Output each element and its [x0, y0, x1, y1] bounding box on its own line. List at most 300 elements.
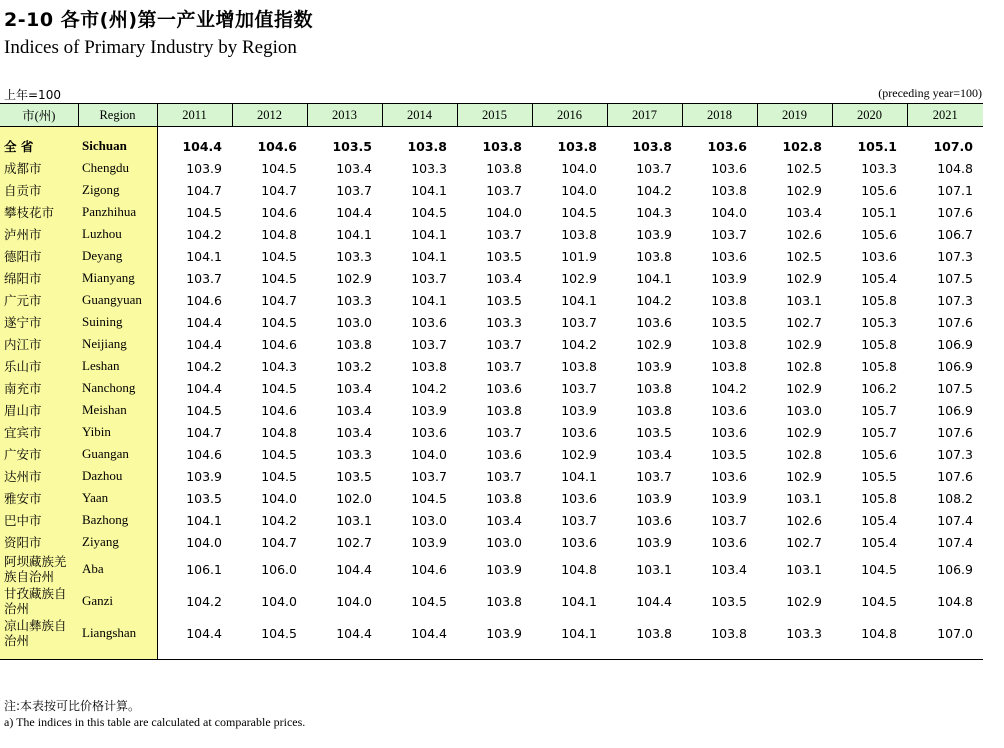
index-value: 107.0: [933, 138, 973, 154]
index-value: 104.8: [261, 424, 297, 440]
index-value: 104.1: [561, 292, 597, 308]
index-value: 103.4: [711, 561, 747, 577]
index-value: 103.4: [336, 380, 372, 396]
region-name-en: Meishan: [78, 399, 157, 421]
index-value: 104.2: [711, 380, 747, 396]
index-value: 103.9: [486, 561, 522, 577]
index-value: 105.4: [861, 270, 897, 286]
table-row: [0, 311, 983, 333]
table-row: [0, 487, 983, 509]
table-row: [0, 355, 983, 377]
region-name-en: Mianyang: [78, 267, 157, 289]
header-region-cn: 市(州): [0, 104, 78, 127]
region-name-cn: 南充市: [0, 377, 78, 399]
unit-label-en: (preceding year=100): [878, 86, 982, 100]
index-value: 103.6: [711, 424, 747, 440]
index-value: 108.2: [937, 490, 973, 506]
index-value: 102.9: [786, 336, 822, 352]
table-row: [0, 585, 983, 617]
header-year: 2021: [907, 104, 983, 127]
index-value: 107.0: [937, 625, 973, 641]
index-value: 103.5: [332, 138, 372, 154]
index-value: 103.6: [561, 534, 597, 550]
header-year: 2013: [307, 104, 382, 127]
index-value: 103.0: [786, 402, 822, 418]
index-value: 104.6: [411, 561, 447, 577]
index-value: 103.8: [407, 138, 447, 154]
table-row: [0, 531, 983, 553]
table-row: [0, 267, 983, 289]
index-value: 102.9: [786, 468, 822, 484]
region-name-en: Nanchong: [78, 377, 157, 399]
index-value: 103.5: [486, 248, 522, 264]
index-value: 107.4: [937, 512, 973, 528]
index-value: 103.9: [636, 534, 672, 550]
index-value: 101.9: [561, 248, 597, 264]
index-value: 104.4: [186, 336, 222, 352]
index-value: 104.7: [261, 182, 297, 198]
page-title-en: Indices of Primary Industry by Region: [4, 37, 297, 58]
region-name-en: Ganzi: [78, 585, 157, 617]
header-year: 2016: [532, 104, 607, 127]
index-value: 103.8: [636, 248, 672, 264]
index-value: 107.6: [937, 468, 973, 484]
index-value: 104.0: [411, 446, 447, 462]
index-value: 103.6: [411, 314, 447, 330]
index-value: 103.7: [561, 380, 597, 396]
table-row: [0, 509, 983, 531]
header-year: 2018: [682, 104, 757, 127]
index-value: 103.7: [486, 182, 522, 198]
index-value: 103.1: [786, 561, 822, 577]
index-value: 105.4: [861, 534, 897, 550]
index-value: 103.8: [411, 358, 447, 374]
index-value: 106.7: [937, 226, 973, 242]
index-value: 104.2: [636, 182, 672, 198]
index-value: 103.8: [486, 490, 522, 506]
region-name-en: Zigong: [78, 179, 157, 201]
index-value: 105.1: [861, 204, 897, 220]
index-value: 103.9: [486, 625, 522, 641]
index-value: 105.1: [857, 138, 897, 154]
index-value: 103.1: [786, 292, 822, 308]
header-year: 2015: [457, 104, 532, 127]
region-name-cn: 广安市: [0, 443, 78, 465]
index-value: 103.8: [636, 625, 672, 641]
index-value: 104.1: [186, 248, 222, 264]
index-value: 104.0: [486, 204, 522, 220]
index-value: 104.1: [411, 226, 447, 242]
index-value: 104.5: [261, 446, 297, 462]
index-value: 104.0: [561, 160, 597, 176]
index-value: 103.5: [186, 490, 222, 506]
table-row: [0, 135, 983, 157]
region-name-en: Suining: [78, 311, 157, 333]
header-year: 2017: [607, 104, 682, 127]
index-value: 102.5: [786, 248, 822, 264]
index-value: 106.1: [186, 561, 222, 577]
index-value: 105.8: [861, 336, 897, 352]
index-value: 104.8: [261, 226, 297, 242]
index-value: 104.5: [261, 468, 297, 484]
index-value: 103.7: [711, 512, 747, 528]
region-name-cn: 眉山市: [0, 399, 78, 421]
index-value: 103.4: [486, 512, 522, 528]
index-value: 104.6: [261, 204, 297, 220]
table-row: [0, 617, 983, 649]
index-value: 105.8: [861, 292, 897, 308]
index-value: 103.4: [486, 270, 522, 286]
index-value: 105.8: [861, 490, 897, 506]
index-value: 104.6: [186, 446, 222, 462]
index-value: 103.4: [786, 204, 822, 220]
index-value: 103.6: [561, 490, 597, 506]
region-name-cn: 遂宁市: [0, 311, 78, 333]
table-row: [0, 157, 983, 179]
index-value: 107.6: [937, 204, 973, 220]
index-value: 103.6: [486, 380, 522, 396]
index-value: 104.1: [561, 468, 597, 484]
index-value: 103.1: [336, 512, 372, 528]
header-year: 2020: [832, 104, 907, 127]
index-value: 103.6: [711, 402, 747, 418]
index-value: 103.3: [336, 446, 372, 462]
index-value: 103.8: [711, 625, 747, 641]
index-value: 104.6: [261, 336, 297, 352]
unit-label-cn: 上年=100: [4, 88, 61, 102]
index-value: 103.3: [861, 160, 897, 176]
index-value: 103.8: [636, 380, 672, 396]
index-value: 105.7: [861, 402, 897, 418]
index-value: 104.4: [186, 625, 222, 641]
table-row: [0, 399, 983, 421]
header-year: 2011: [157, 104, 232, 127]
index-value: 102.9: [786, 182, 822, 198]
region-name-en: Deyang: [78, 245, 157, 267]
index-value: 104.1: [411, 248, 447, 264]
index-value: 104.0: [336, 593, 372, 609]
index-value: 103.4: [336, 160, 372, 176]
index-value: 104.6: [186, 292, 222, 308]
region-name-en: Ziyang: [78, 531, 157, 553]
index-value: 103.9: [636, 358, 672, 374]
index-value: 103.5: [486, 292, 522, 308]
index-value: 103.6: [861, 248, 897, 264]
header-year: 2019: [757, 104, 832, 127]
index-value: 103.6: [636, 512, 672, 528]
index-value: 106.9: [937, 561, 973, 577]
index-value: 105.5: [861, 468, 897, 484]
indices-table: [0, 103, 983, 660]
table-row: [0, 553, 983, 585]
table-row: [0, 223, 983, 245]
index-value: 104.1: [561, 625, 597, 641]
index-value: 103.6: [711, 160, 747, 176]
index-value: 103.8: [636, 402, 672, 418]
region-name-cn: 绵阳市: [0, 267, 78, 289]
index-value: 102.7: [786, 534, 822, 550]
table-row: [0, 289, 983, 311]
index-value: 104.8: [561, 561, 597, 577]
index-value: 104.3: [636, 204, 672, 220]
index-value: 103.3: [336, 248, 372, 264]
index-value: 104.0: [261, 490, 297, 506]
index-value: 103.1: [636, 561, 672, 577]
index-value: 106.0: [261, 561, 297, 577]
index-value: 102.5: [786, 160, 822, 176]
index-value: 103.5: [711, 593, 747, 609]
region-name-en: Panzhihua: [78, 201, 157, 223]
index-value: 103.4: [336, 424, 372, 440]
index-value: 104.5: [861, 593, 897, 609]
index-value: 103.9: [711, 490, 747, 506]
index-value: 104.4: [186, 314, 222, 330]
index-value: 103.9: [186, 160, 222, 176]
index-value: 102.9: [561, 270, 597, 286]
index-value: 105.4: [861, 512, 897, 528]
index-value: 104.2: [186, 358, 222, 374]
index-value: 107.6: [937, 314, 973, 330]
header-region-en: Region: [78, 104, 157, 127]
index-value: 104.3: [261, 358, 297, 374]
index-value: 102.9: [336, 270, 372, 286]
index-value: 104.4: [636, 593, 672, 609]
index-value: 104.6: [261, 402, 297, 418]
index-value: 102.9: [561, 446, 597, 462]
index-value: 103.6: [561, 424, 597, 440]
region-name-cn: 巴中市: [0, 509, 78, 531]
region-name-cn: 阿坝藏族羌族自治州: [0, 553, 78, 585]
index-value: 103.7: [711, 226, 747, 242]
index-value: 105.6: [861, 226, 897, 242]
index-value: 103.7: [486, 358, 522, 374]
index-value: 103.5: [711, 446, 747, 462]
index-value: 103.8: [557, 138, 597, 154]
region-name-en: Chengdu: [78, 157, 157, 179]
index-value: 104.7: [186, 182, 222, 198]
region-name-en: Guangan: [78, 443, 157, 465]
index-value: 103.4: [336, 402, 372, 418]
region-name-en: Luzhou: [78, 223, 157, 245]
region-name-cn: 德阳市: [0, 245, 78, 267]
index-value: 103.8: [711, 358, 747, 374]
index-value: 103.9: [636, 226, 672, 242]
table-row: [0, 201, 983, 223]
region-name-cn: 泸州市: [0, 223, 78, 245]
index-value: 104.4: [411, 625, 447, 641]
index-value: 104.1: [186, 512, 222, 528]
index-value: 103.9: [711, 270, 747, 286]
region-name-cn: 攀枝花市: [0, 201, 78, 223]
index-value: 103.7: [411, 468, 447, 484]
index-value: 103.7: [486, 424, 522, 440]
index-value: 104.2: [261, 512, 297, 528]
index-value: 103.8: [632, 138, 672, 154]
index-value: 102.8: [786, 446, 822, 462]
region-name-cn: 雅安市: [0, 487, 78, 509]
index-value: 103.9: [186, 468, 222, 484]
region-name-cn: 内江市: [0, 333, 78, 355]
index-value: 102.9: [786, 270, 822, 286]
index-value: 103.0: [336, 314, 372, 330]
index-value: 104.1: [636, 270, 672, 286]
index-value: 102.8: [786, 358, 822, 374]
index-value: 103.1: [786, 490, 822, 506]
index-value: 103.9: [636, 490, 672, 506]
region-name-cn: 广元市: [0, 289, 78, 311]
index-value: 103.7: [636, 468, 672, 484]
index-value: 104.1: [411, 182, 447, 198]
index-value: 103.6: [411, 424, 447, 440]
index-value: 104.0: [561, 182, 597, 198]
index-value: 103.7: [411, 270, 447, 286]
index-value: 103.3: [336, 292, 372, 308]
index-value: 103.7: [561, 512, 597, 528]
index-value: 104.4: [336, 204, 372, 220]
index-value: 104.8: [937, 160, 973, 176]
index-value: 104.2: [186, 226, 222, 242]
index-value: 106.9: [937, 336, 973, 352]
table-row: [0, 333, 983, 355]
index-value: 106.9: [937, 402, 973, 418]
index-value: 103.6: [707, 138, 747, 154]
table-row: [0, 179, 983, 201]
index-value: 104.5: [261, 248, 297, 264]
index-value: 104.0: [261, 593, 297, 609]
index-value: 107.6: [937, 424, 973, 440]
index-value: 107.3: [937, 446, 973, 462]
index-value: 103.8: [486, 160, 522, 176]
index-value: 103.7: [186, 270, 222, 286]
region-name-en: Dazhou: [78, 465, 157, 487]
index-value: 102.6: [786, 226, 822, 242]
index-value: 105.8: [861, 358, 897, 374]
header-year: 2014: [382, 104, 457, 127]
index-value: 103.7: [561, 314, 597, 330]
header-row: [0, 104, 983, 127]
header-year: 2012: [232, 104, 307, 127]
index-value: 103.0: [486, 534, 522, 550]
index-value: 107.3: [937, 248, 973, 264]
index-value: 103.9: [411, 534, 447, 550]
index-value: 102.0: [336, 490, 372, 506]
index-value: 107.4: [937, 534, 973, 550]
page-title-cn: 2-10 各市(州)第一产业增加值指数: [4, 9, 314, 31]
index-value: 102.7: [336, 534, 372, 550]
index-value: 104.5: [261, 380, 297, 396]
index-value: 104.2: [411, 380, 447, 396]
index-value: 104.5: [861, 561, 897, 577]
region-name-cn: 凉山彝族自治州: [0, 617, 78, 649]
index-value: 103.8: [561, 358, 597, 374]
index-value: 106.2: [861, 380, 897, 396]
index-value: 104.5: [261, 625, 297, 641]
index-value: 103.5: [336, 468, 372, 484]
index-value: 103.8: [336, 336, 372, 352]
region-name-cn: 资阳市: [0, 531, 78, 553]
region-name-cn: 成都市: [0, 157, 78, 179]
index-value: 103.8: [711, 182, 747, 198]
index-value: 103.8: [711, 336, 747, 352]
table-row: [0, 245, 983, 267]
index-value: 104.4: [186, 380, 222, 396]
index-value: 104.4: [336, 625, 372, 641]
spacer-row: [0, 127, 983, 136]
index-value: 105.7: [861, 424, 897, 440]
index-value: 103.5: [636, 424, 672, 440]
index-value: 107.5: [937, 380, 973, 396]
index-value: 103.8: [711, 292, 747, 308]
index-value: 102.7: [786, 314, 822, 330]
index-value: 107.5: [937, 270, 973, 286]
index-value: 102.9: [636, 336, 672, 352]
index-value: 103.0: [411, 512, 447, 528]
bottom-padding-row: [0, 649, 983, 660]
index-value: 102.6: [786, 512, 822, 528]
region-name-en: Liangshan: [78, 617, 157, 649]
index-value: 102.9: [786, 424, 822, 440]
index-value: 104.6: [257, 138, 297, 154]
table-row: [0, 377, 983, 399]
region-name-en: Yaan: [78, 487, 157, 509]
index-value: 105.3: [861, 314, 897, 330]
index-value: 103.7: [486, 226, 522, 242]
index-value: 102.8: [782, 138, 822, 154]
index-value: 107.3: [937, 292, 973, 308]
region-name-en: Neijiang: [78, 333, 157, 355]
index-value: 103.2: [336, 358, 372, 374]
region-name-cn: 宜宾市: [0, 421, 78, 443]
index-value: 104.5: [411, 593, 447, 609]
table-row: [0, 443, 983, 465]
region-name-en: Yibin: [78, 421, 157, 443]
index-value: 104.7: [186, 424, 222, 440]
index-value: 103.6: [486, 446, 522, 462]
index-value: 104.4: [336, 561, 372, 577]
index-value: 104.2: [636, 292, 672, 308]
region-name-en: Aba: [78, 553, 157, 585]
index-value: 103.6: [711, 534, 747, 550]
region-name-en: Bazhong: [78, 509, 157, 531]
region-name-cn: 达州市: [0, 465, 78, 487]
index-value: 102.9: [786, 593, 822, 609]
index-value: 106.9: [937, 358, 973, 374]
index-value: 104.7: [261, 534, 297, 550]
index-value: 104.1: [336, 226, 372, 242]
index-value: 104.1: [411, 292, 447, 308]
index-value: 104.5: [261, 270, 297, 286]
index-value: 104.8: [861, 625, 897, 641]
index-value: 105.6: [861, 182, 897, 198]
index-value: 104.5: [261, 314, 297, 330]
index-value: 104.2: [561, 336, 597, 352]
index-value: 104.5: [411, 490, 447, 506]
index-value: 103.3: [486, 314, 522, 330]
index-value: 104.5: [411, 204, 447, 220]
index-value: 103.8: [482, 138, 522, 154]
index-value: 103.9: [561, 402, 597, 418]
index-value: 103.4: [636, 446, 672, 462]
index-value: 103.7: [486, 468, 522, 484]
index-value: 103.8: [486, 593, 522, 609]
index-value: 107.1: [937, 182, 973, 198]
index-value: 104.1: [561, 593, 597, 609]
region-name-cn: 自贡市: [0, 179, 78, 201]
index-value: 103.7: [411, 336, 447, 352]
region-name-cn: 甘孜藏族自治州: [0, 585, 78, 617]
region-name-en: Sichuan: [78, 135, 157, 157]
footnote-en: a) The indices in this table are calculated at comparable prices.: [4, 715, 306, 729]
